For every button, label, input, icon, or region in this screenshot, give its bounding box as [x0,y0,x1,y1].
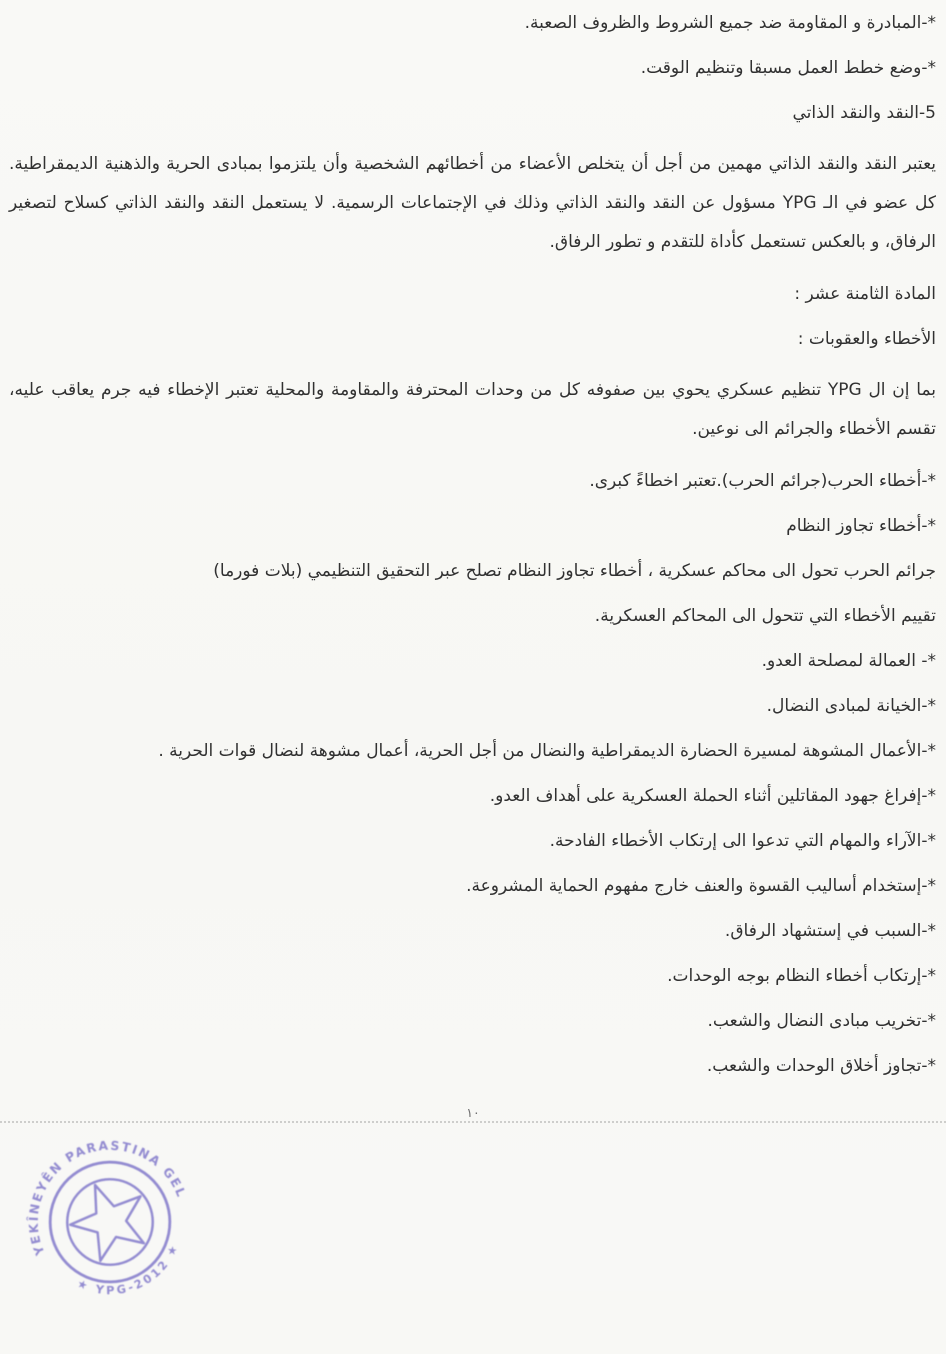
bullet-emptying-fighters-efforts: *-إفراغ جهود المقاتلين أثناء الحملة العسكرية على أهداف العدو. [489,786,936,806]
bullet-betrayal-of-principles: *-الخيانة لمبادى النضال. [766,696,936,716]
para-ypg-military-organization: بما إن ال YPG تنظيم عسكري يحوي بين صفوفه كل من وحدات المحترفة والمقاومة والمحلية تعتبر الإخطاء فيه جرم يعاقب عليه، تقسم الأخطاء والجرائم الى نوعين. [9,380,936,439]
star-icon [60,1171,157,1266]
stamp-bottom-text: ★ YPG-2012 ★ [75,1240,182,1298]
bullet-cause-of-martyrdom: *-السبب في إستشهاد الرفاق. [724,921,936,941]
bullet-cruelty-and-violence: *-إستخدام أساليب القسوة والعنف خارج مفهوم الحماية المشروعة. [466,876,936,896]
stamp-seal-graphic [0,1094,236,1351]
bullet-opinions-leading-to-errors: *-الآراء والمهام التي تدعوا الى إرتكاب الأخطاء الفادحة. [549,831,936,851]
page-number: ١٠ [466,1105,480,1120]
stamp-top-text: YEKÎNEYÊN PARASTINA GEL [26,1138,189,1258]
stamp-inner-circle [54,1166,165,1277]
stamp-seal [0,1094,236,1351]
bullet-agency-for-enemy: *- العمالة لمصلحة العدو. [761,651,936,671]
bullet-system-errors-against-units: *-إرتكاب أخطاء النظام بوجه الوحدات. [667,966,936,986]
line-war-crimes-military-courts: جرائم الحرب تحول الى محاكم عسكرية ، أخطاء تجاوز النظام تصلح عبر التحقيق التنظيمي (بلات فورما) [213,561,936,581]
para-criticism-importance: يعتبر النقد والنقد الذاتي مهمين من أجل أن يتخلص الأعضاء من أخطائهم الشخصية وأن يلتزموا بمبادى الحرية والذهنية الديمقراطية. كل عضو في الـ YPG مسؤول عن النقد والنقد الذاتي وذلك في الإجتماعات الرسمية. لا يستعمل النقد والنقد الذاتي كسلاح لتصغير الرفاق، و بالعكس تستعمل كأداة للتقدم و تطور الرفاق. [9,154,936,252]
heading-errors-and-punishments: الأخطاء والعقوبات : [797,329,936,349]
bullet-work-plans: *-وضع خطط العمل مسبقا وتنظيم الوقت. [640,58,936,78]
bullet-exceeding-ethics: *-تجاوز أخلاق الوحدات والشعب. [706,1056,936,1076]
bullet-system-violation-errors: *-أخطاء تجاوز النظام [786,516,936,536]
heading-article-eighteen: المادة الثامنة عشر : [794,284,936,304]
document-body [9,10,936,1098]
line-errors-evaluation: تقييم الأخطاء التي تتحول الى المحاكم العسكرية. [594,606,936,626]
bullet-distorting-acts: *-الأعمال المشوهة لمسيرة الحضارة الديمقراطية والنضال من أجل الحرية، أعمال مشوهة لنضال قوات الحرية . [158,741,936,761]
bullet-war-errors: *-أخطاء الحرب(جرائم الحرب).تعتبر اخطاءً كبرى. [589,471,936,491]
heading-criticism-self-criticism: 5-النقد والنقد الذاتي [792,103,936,123]
bullet-initiative-resistance: *-المبادرة و المقاومة ضد جميع الشروط والظروف الصعبة. [524,13,936,33]
bullet-sabotage-principles: *-تخريب مبادى النضال والشعب. [707,1011,936,1031]
